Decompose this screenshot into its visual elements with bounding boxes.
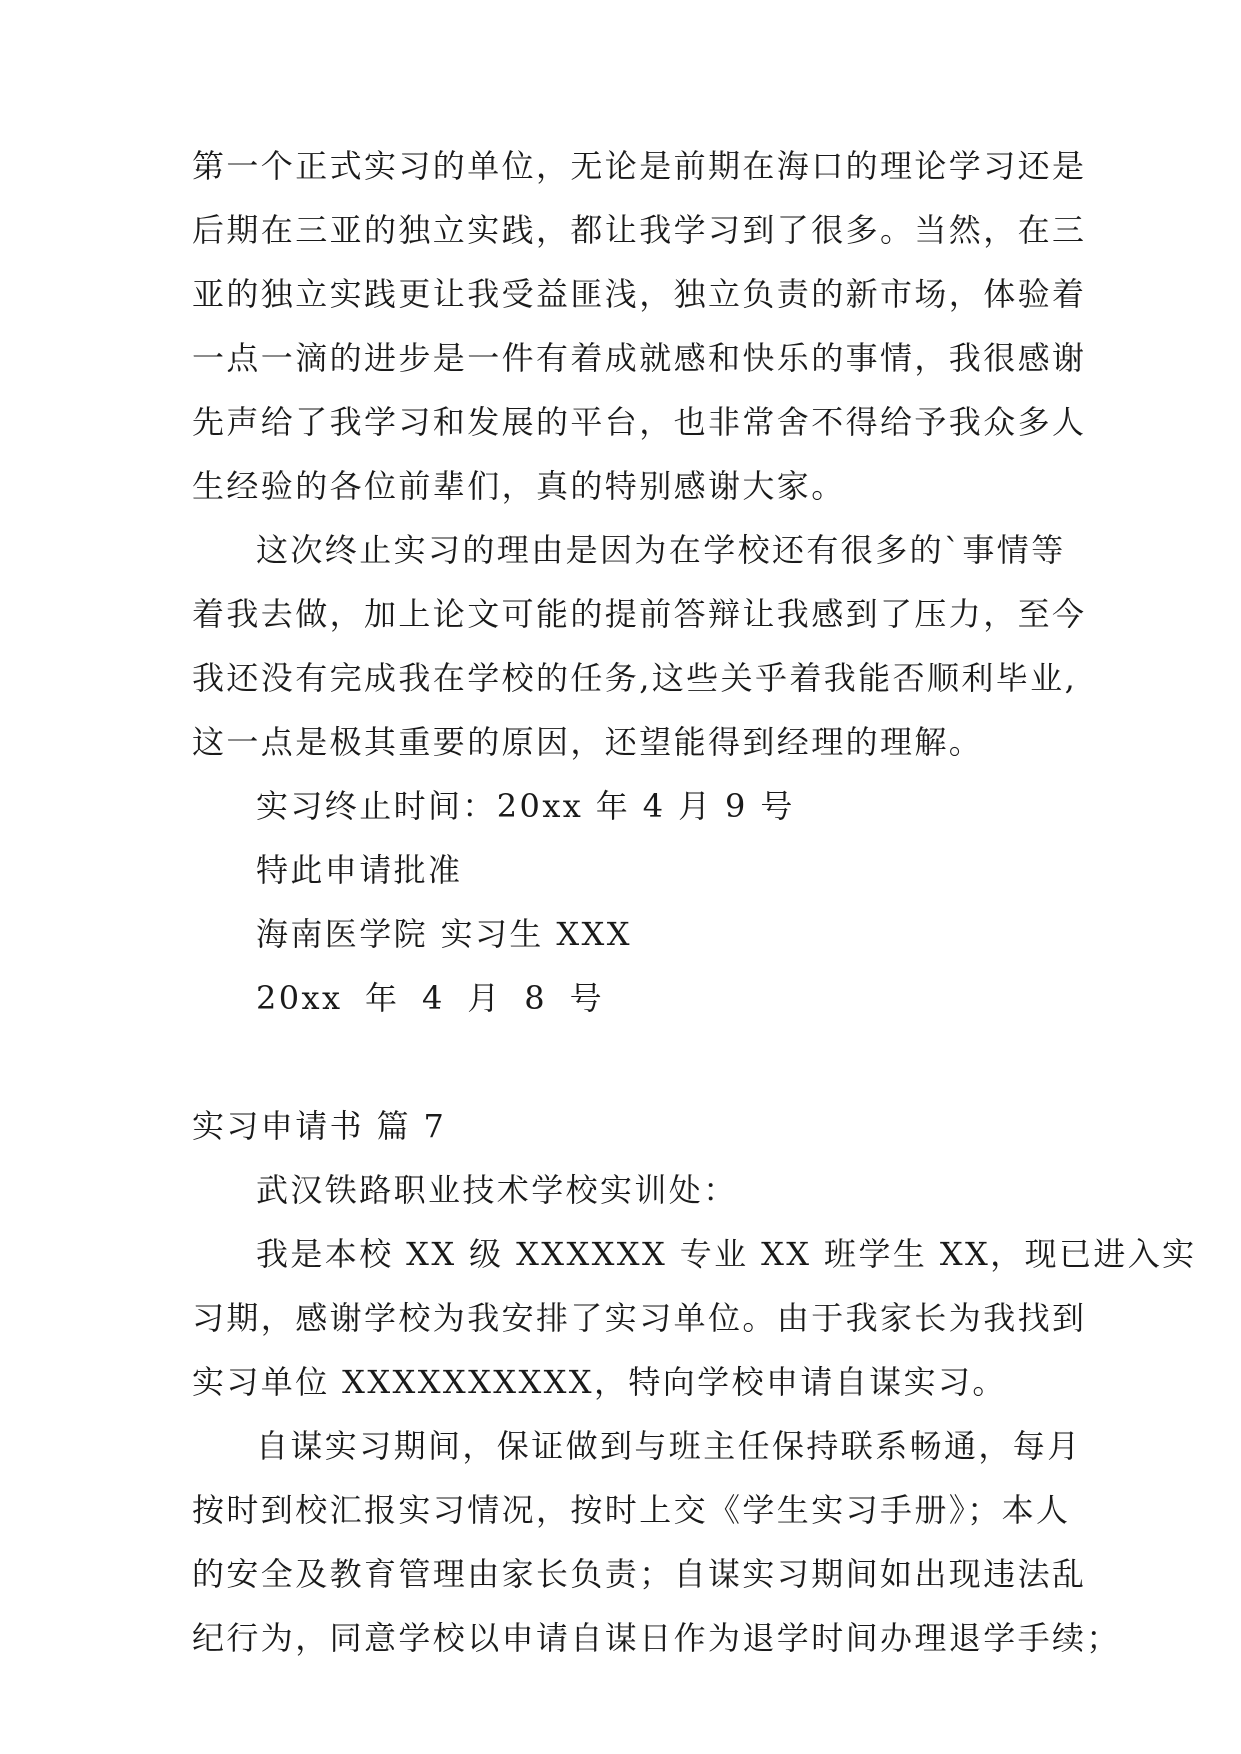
- paragraph-line: 先声给了我学习和发展的平台，也非常舍不得给予我众多人: [192, 403, 1087, 441]
- paragraph-line: 生经验的各位前辈们，真的特别感谢大家。: [192, 467, 846, 505]
- paragraph-line: 这一点是极其重要的原因，还望能得到经理的理解。: [192, 723, 984, 761]
- paragraph-line: 习期，感谢学校为我安排了实习单位。由于我家长为我找到: [192, 1299, 1087, 1337]
- paragraph-line: 着我去做，加上论文可能的提前答辩让我感到了压力，至今: [192, 595, 1087, 633]
- sign-date: 20xx 年 4 月 8 号: [256, 979, 604, 1017]
- paragraph-line: 按时到校汇报实习情况，按时上交《学生实习手册》；本人: [192, 1491, 1071, 1529]
- paragraph-line: 纪行为，同意学校以申请自谋日作为退学时间办理退学手续；: [192, 1619, 1121, 1657]
- paragraph-line: 第一个正式实习的单位，无论是前期在海口的理论学习还是: [192, 147, 1087, 185]
- end-date: 实习终止时间：20xx 年 4 月 9 号: [256, 787, 795, 825]
- paragraph-line: 后期在三亚的独立实践，都让我学习到了很多。当然，在三: [192, 211, 1087, 249]
- request-approval: 特此申请批准: [256, 851, 463, 889]
- paragraph-line: 一点一滴的进步是一件有着成就感和快乐的事情，我很感谢: [192, 339, 1087, 377]
- paragraph-line: 这次终止实习的理由是因为在学校还有很多的`事情等: [256, 531, 1066, 569]
- paragraph-line: 的安全及教育管理由家长负责；自谋实习期间如出现违法乱: [192, 1555, 1087, 1593]
- paragraph-line: 我还没有完成我在学校的任务,这些关乎着我能否顺利毕业,: [192, 659, 1078, 697]
- paragraph-line: 我是本校 XX 级 XXXXXX 专业 XX 班学生 XX，现已进入实: [256, 1235, 1197, 1273]
- paragraph-line: 实习单位 XXXXXXXXXX，特向学校申请自谋实习。: [192, 1363, 1007, 1401]
- paragraph-line: 亚的独立实践更让我受益匪浅，独立负责的新市场，体验着: [192, 275, 1087, 313]
- salutation: 武汉铁路职业技术学校实训处：: [256, 1171, 738, 1209]
- section-title: 实习申请书 篇 7: [192, 1107, 447, 1145]
- paragraph-line: 自谋实习期间，保证做到与班主任保持联系畅通，每月: [256, 1427, 1082, 1465]
- signature: 海南医学院 实习生 XXX: [256, 915, 632, 953]
